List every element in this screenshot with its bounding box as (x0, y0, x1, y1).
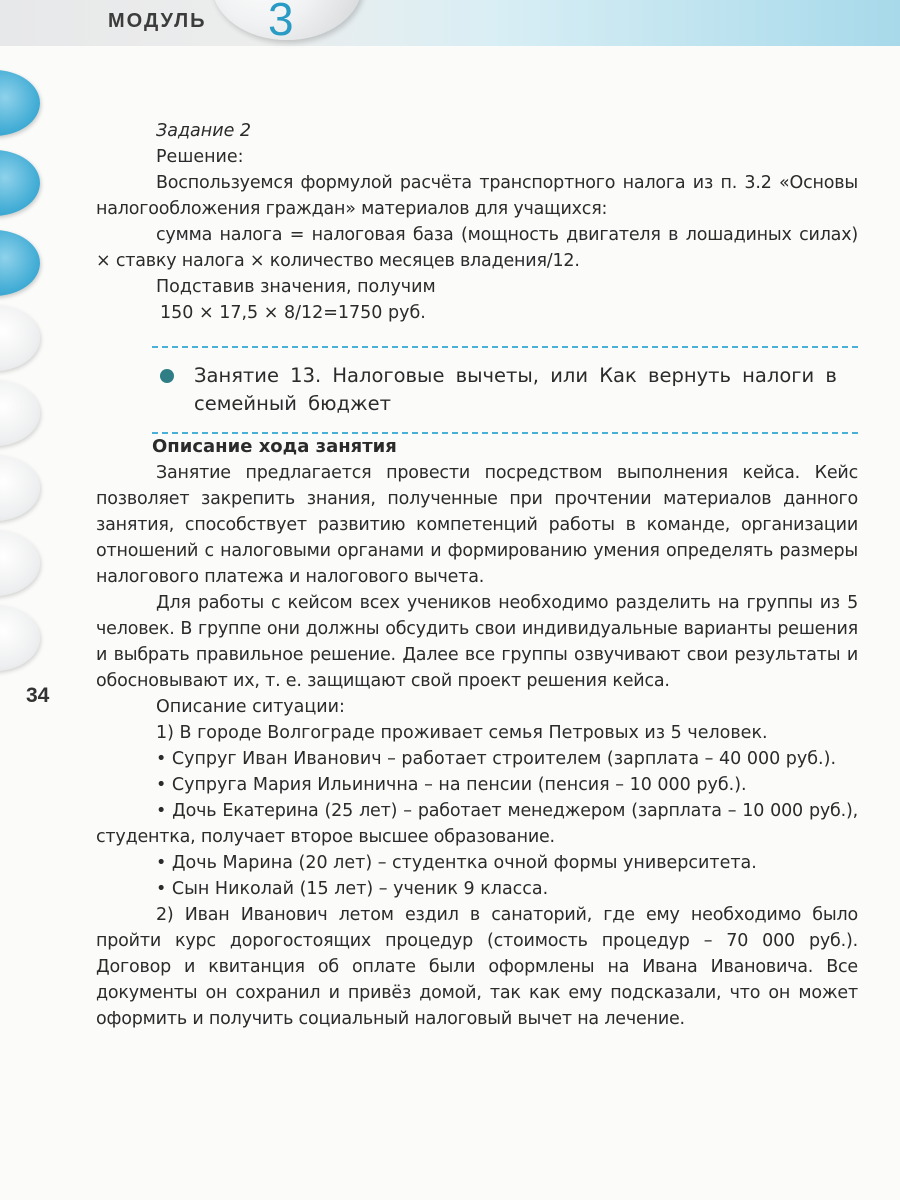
edge-tab-blue (0, 70, 40, 136)
situation-label: Описание ситуации: (156, 697, 345, 717)
edge-tab-gray (0, 380, 40, 446)
edge-tab-gray (0, 530, 40, 596)
task-intro: Воспользуемся формулой расчёта транспортного налога из п. 3.2 «Основы налогообложения граждан» материалов для учащихся: (96, 173, 858, 219)
lesson-title: Занятие 13. Налоговые вычеты, или Как вернуть налоги в семейный бюджет (194, 364, 837, 415)
family-member-item: • Супруг Иван Иванович – работает строителем (зарплата – 40 000 руб.). (156, 749, 837, 769)
family-member-item: • Сын Николай (15 лет) – ученик 9 класса. (156, 879, 549, 899)
calculation: 150 × 17,5 × 8/12=1750 руб. (160, 303, 426, 323)
family-member-item: • Дочь Марина (20 лет) – студентка очной формы университета. (156, 853, 757, 873)
family-member-item: • Супруга Мария Ильинична – на пенсии (пенсия – 10 000 руб.). (156, 775, 747, 795)
page-number: 34 (26, 684, 50, 707)
edge-tab-gray (0, 605, 40, 671)
module-number: 3 (268, 0, 294, 45)
edge-tab-blue (0, 150, 40, 216)
substitute-text: Подставив значения, получим (156, 277, 436, 297)
family-member-item: • Дочь Екатерина (25 лет) – работает менеджером (зарплата – 10 000 руб.), студентка, получает второе высшее образование. (96, 801, 858, 847)
list-item-1: 1) В городе Волгограде проживает семья Петровых из 5 человек. (156, 723, 768, 743)
edge-tab-blue (0, 230, 40, 296)
edge-tab-gray (0, 455, 40, 521)
section-heading: Описание хода занятия (152, 436, 397, 457)
paragraph-2: Для работы с кейсом всех учеников необходимо разделить на группы из 5 человек. В группе они должны обсудить свои индивидуальные варианты решения и выбрать правильное решение. Далее все группы озвучивают свои результаты и обосновывают их, т. е. защищают свой проект решения кейса. (96, 593, 858, 691)
tax-formula: сумма налога = налоговая база (мощность двигателя в лошадиных силах) × ставку налога × количество месяцев владения/12. (96, 225, 858, 271)
task-title: Задание 2 (156, 121, 252, 141)
edge-tab-gray (0, 305, 40, 371)
solution-label: Решение: (156, 147, 244, 167)
page-content (96, 118, 858, 1032)
module-label: МОДУЛЬ (108, 10, 207, 32)
divider-top (152, 346, 858, 348)
list-item-2: 2) Иван Иванович летом ездил в санаторий, где ему необходимо было пройти курс дорогостоящих процедур (стоимость процедур – 70 000 руб.). Договор и квитанция об оплате были оформлены на Ивана Ивановича. Все документы он сохранил и привёз домой, так как ему подсказали, что он может оформить и получить социальный налоговый вычет на лечение. (96, 905, 858, 1029)
bullet-dot-icon (160, 369, 174, 383)
lesson-heading (160, 362, 858, 418)
paragraph-1: Занятие предлагается провести посредством выполнения кейса. Кейс позволяет закрепить знания, полученные при прочтении материалов данного занятия, способствует развитию компетенций работы в команде, организации отношений с налоговыми органами и формированию умения определять размеры налогового платежа и налогового вычета. (96, 463, 858, 587)
